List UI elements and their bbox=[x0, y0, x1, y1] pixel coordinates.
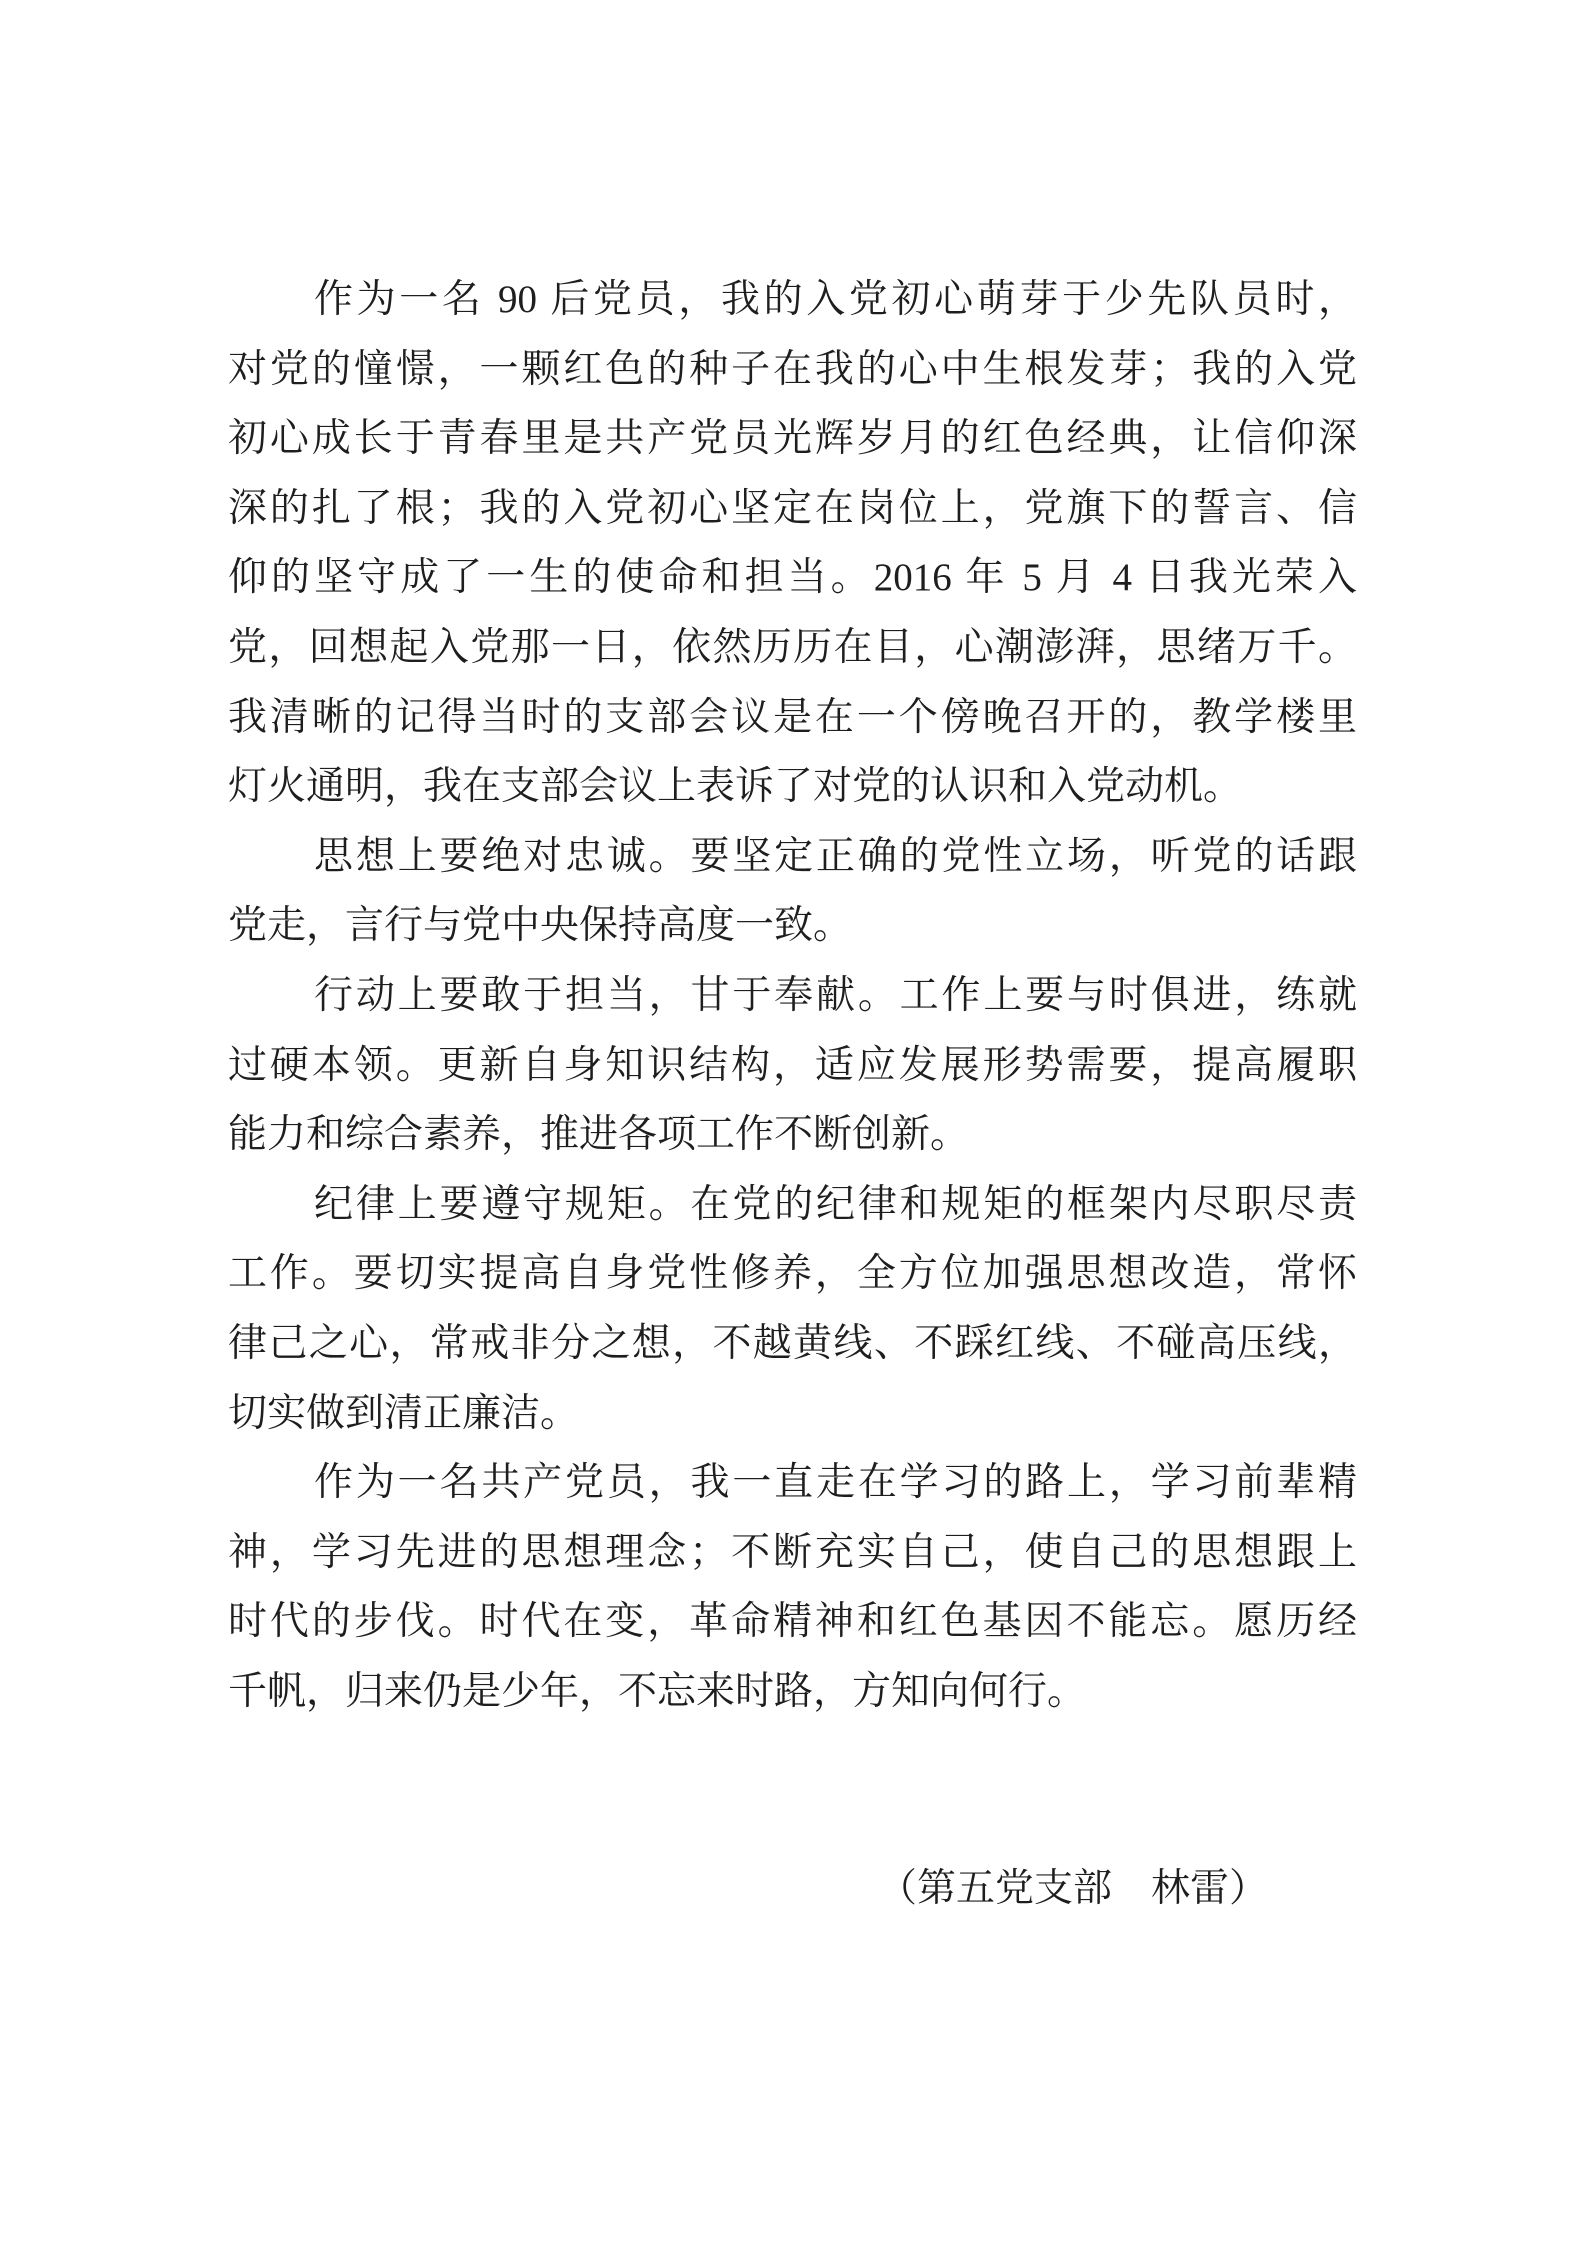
paragraph-4-line-4: 切实做到清正廉洁。 bbox=[228, 1391, 580, 1435]
paragraph-1-line-6: 党，回想起入党那一日，依然历历在目，心潮澎湃，思绪万千。 bbox=[228, 625, 1357, 669]
paragraph-2-line-2: 党走，言行与党中央保持高度一致。 bbox=[228, 904, 853, 948]
paragraph-4-line-2: 工作。要切实提高自身党性修养，全方位加强思想改造，常怀 bbox=[228, 1252, 1357, 1296]
paragraph-3-line-2: 过硬本领。更新自身知识结构，适应发展形势需要，提高履职 bbox=[228, 1043, 1357, 1087]
paragraph-3-line-3: 能力和综合素养，推进各项工作不断创新。 bbox=[228, 1113, 970, 1157]
paragraph-5-line-4: 千帆，归来仍是少年，不忘来时路，方知向何行。 bbox=[228, 1669, 1087, 1713]
paragraph-1-line-7: 我清晰的记得当时的支部会议是在一个傍晚召开的，教学楼里 bbox=[228, 695, 1357, 739]
paragraph-4-line-3: 律己之心，常戒非分之想，不越黄线、不踩红线、不碰高压线， bbox=[228, 1321, 1357, 1365]
paragraph-1-line-8: 灯火通明，我在支部会议上表诉了对党的认识和入党动机。 bbox=[228, 765, 1243, 809]
paragraph-2-line-1: 思想上要绝对忠诚。要坚定正确的党性立场，听党的话跟 bbox=[314, 834, 1357, 878]
paragraph-5-line-1: 作为一名共产党员，我一直走在学习的路上，学习前辈精 bbox=[314, 1461, 1357, 1505]
paragraph-1-line-5: 仰的坚守成了一生的使命和担当。2016 年 5 月 4 日我光荣入 bbox=[228, 556, 1357, 600]
paragraph-1-line-2: 对党的憧憬，一颗红色的种子在我的心中生根发芽；我的入党 bbox=[228, 347, 1357, 391]
paragraph-1-line-3: 初心成长于青春里是共产党员光辉岁月的红色经典，让信仰深 bbox=[228, 417, 1357, 461]
paragraph-3-line-1: 行动上要敢于担当，甘于奉献。工作上要与时俱进，练就 bbox=[314, 973, 1357, 1017]
paragraph-1-line-1: 作为一名 90 后党员，我的入党初心萌芽于少先队员时， bbox=[314, 278, 1357, 321]
paragraph-5-line-2: 神，学习先进的思想理念；不断充实自己，使自己的思想跟上 bbox=[228, 1530, 1357, 1574]
signature: （第五党支部 林雷） bbox=[878, 1867, 1269, 1911]
paragraph-4-line-1: 纪律上要遵守规矩。在党的纪律和规矩的框架内尽职尽责 bbox=[314, 1182, 1357, 1226]
paragraph-5-line-3: 时代的步伐。时代在变，革命精神和红色基因不能忘。愿历经 bbox=[228, 1600, 1357, 1644]
paragraph-1-line-4: 深的扎了根；我的入党初心坚定在岗位上，党旗下的誓言、信 bbox=[228, 486, 1357, 530]
